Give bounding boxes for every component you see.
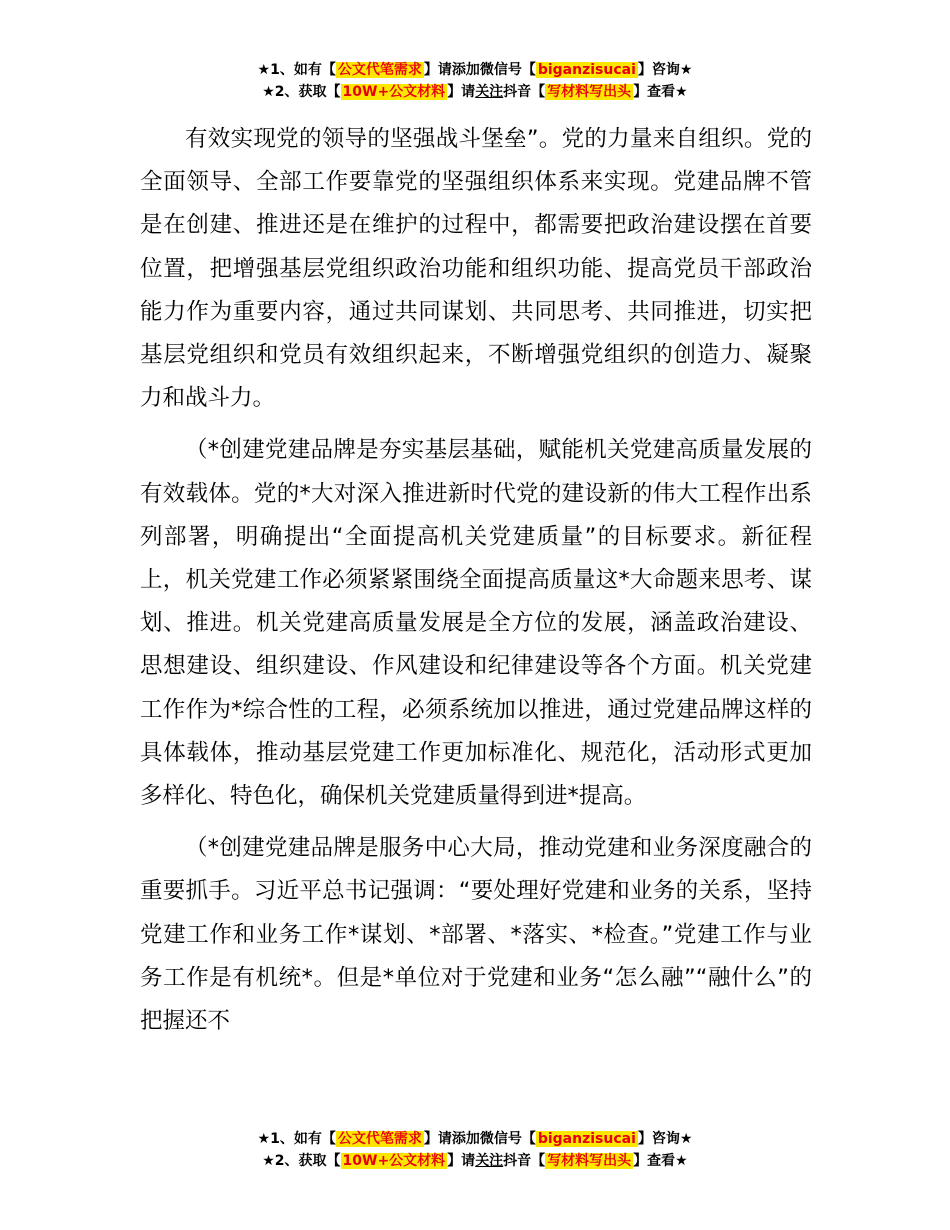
banner-text: 】请 — [447, 1153, 476, 1169]
footer-banner — [0, 1128, 950, 1172]
banner-text: 】查看★ — [633, 1153, 688, 1169]
banner-line-2 — [0, 1150, 950, 1172]
banner-text: 】请 — [423, 1131, 452, 1147]
banner-text: ★1、如有【 — [257, 1131, 336, 1147]
banner-text: 】咨询★ — [637, 1131, 693, 1147]
banner-underlined: 关注 — [475, 84, 504, 100]
banner-text: 】咨询★ — [637, 62, 693, 78]
banner-text: ★2、获取【 — [262, 84, 341, 100]
banner-text: 添加 — [451, 1131, 480, 1147]
banner-highlight: 写材料写出头 — [547, 84, 632, 100]
banner-text: 添加 — [451, 62, 480, 78]
banner-text: 抖音【 — [503, 84, 546, 100]
document-body — [140, 118, 812, 1052]
banner-text: 】请 — [447, 84, 476, 100]
banner-line-1 — [0, 59, 950, 81]
banner-line-1 — [0, 1128, 950, 1150]
banner-text: 抖音【 — [503, 1153, 546, 1169]
banner-text: ★2、获取【 — [262, 1153, 341, 1169]
banner-highlight: biganzisucai — [537, 1131, 636, 1147]
banner-text: 】查看★ — [633, 84, 688, 100]
banner-text: 】请 — [423, 62, 452, 78]
banner-highlight: 公文代笔需求 — [337, 1131, 422, 1147]
banner-text: ★1、如有【 — [257, 62, 336, 78]
banner-text: 微信号【 — [479, 1131, 536, 1147]
banner-line-2 — [0, 81, 950, 103]
paragraph: （*创建党建品牌是服务中心大局，推动党建和业务深度融合的重要抓手。习近平总书记强调：“要处理好党建和业务的关系，坚持党建工作和业务工作*谋划、*部署、*落实、*检查。”党建工作与业务工作是有机统*。但是*单位对于党建和业务“怎么融”“融什么”的把握还不 — [140, 835, 812, 1035]
banner-highlight: 写材料写出头 — [547, 1153, 632, 1169]
banner-text: 微信号【 — [479, 62, 536, 78]
paragraph: 有效实现党的领导的坚强战斗堡垒”。党的力量来自组织。党的全面领导、全部工作要靠党的坚强组织体系来实现。党建品牌不管是在创建、推进还是在维护的过程中，都需要把政治建设摆在首要位置，把增强基层党组织政治功能和组织功能、提高党员干部政治能力作为重要内容，通过共同谋划、共同思考、共同推进，切实把基层党组织和党员有效组织起来，不断增强党组织的创造力、凝聚力和战斗力。 — [140, 126, 812, 412]
banner-highlight: 公文代笔需求 — [337, 62, 422, 78]
banner-underlined: 关注 — [475, 1153, 504, 1169]
paragraph: （*创建党建品牌是夯实基层基础，赋能机关党建高质量发展的有效载体。党的*大对深入推进新时代党的建设新的伟大工程作出系列部署，明确提出“全面提高机关党建质量”的目标要求。新征程上，机关党建工作必须紧紧围绕全面提高质量这*大命题来思考、谋划、推进。机关党建高质量发展是全方位的发展，涵盖政治建设、思想建设、组织建设、作风建设和纪律建设等各个方面。机关党建工作作为*综合性的工程，必须系统加以推进，通过党建品牌这样的具体载体，推动基层党建工作更加标准化、规范化，活动形式更加多样化、特色化，确保机关党建质量得到进*提高。 — [140, 437, 812, 810]
header-banner — [0, 59, 950, 103]
banner-highlight: biganzisucai — [537, 62, 636, 78]
banner-highlight: 10W+公文材料 — [342, 1153, 446, 1169]
banner-highlight: 10W+公文材料 — [342, 84, 446, 100]
